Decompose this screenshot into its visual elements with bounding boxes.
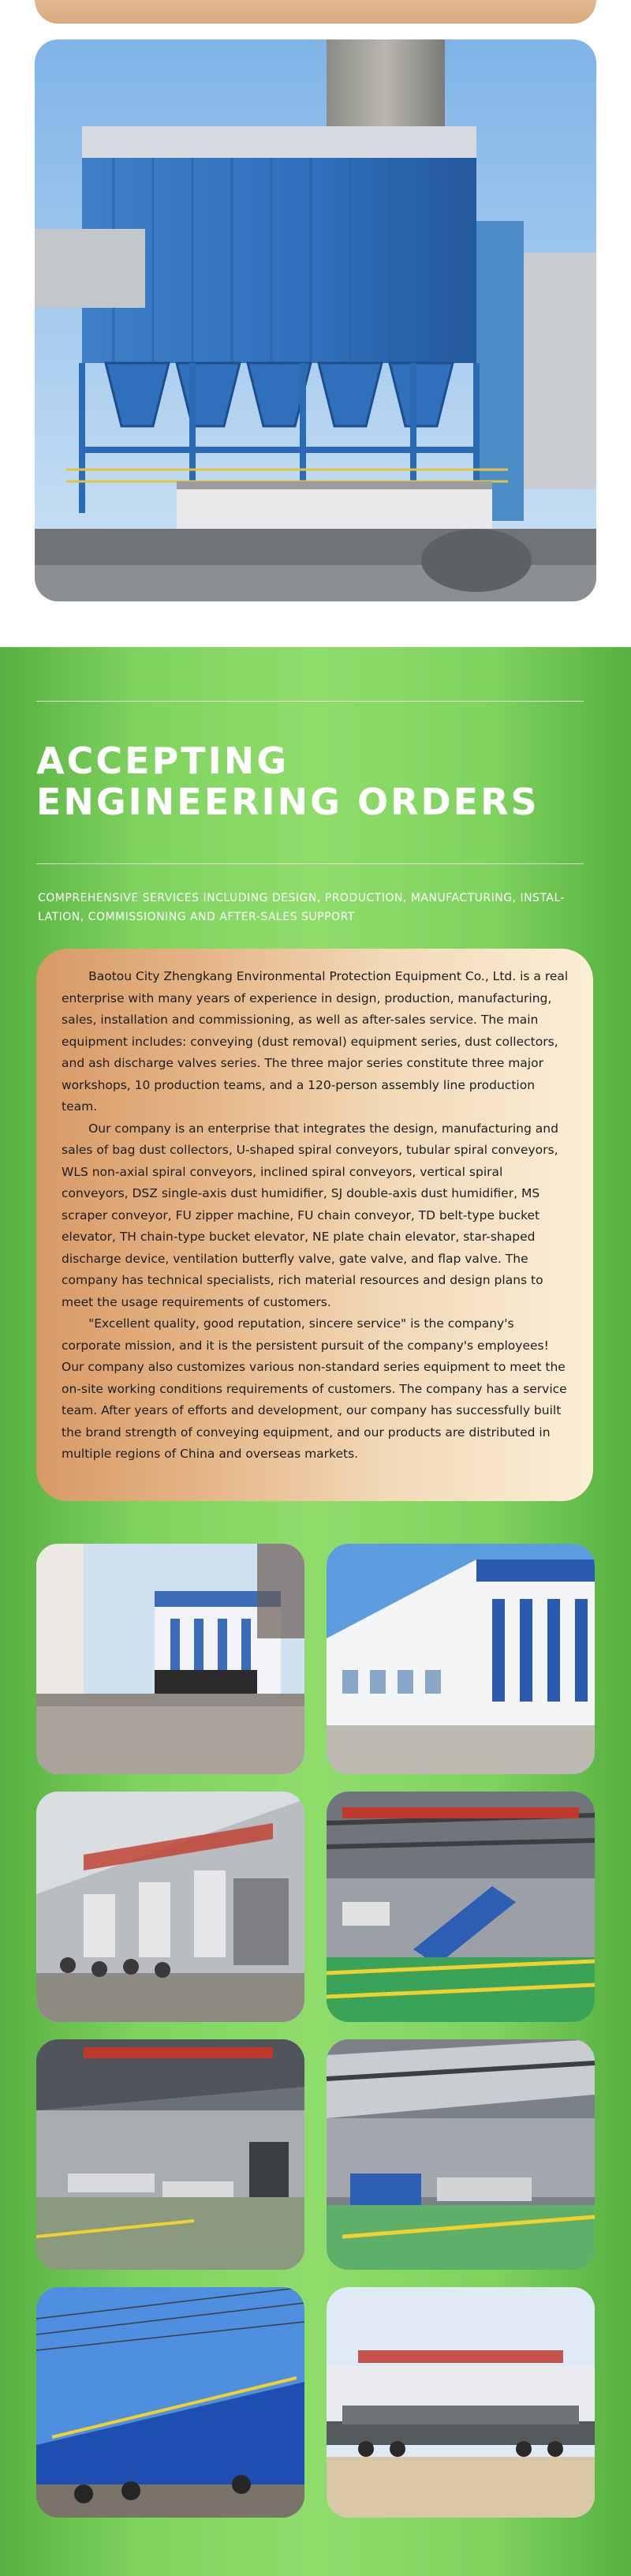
factory-gate-photo [36,1544,304,1774]
blue-conveyor-truck-photo [36,2287,304,2518]
subtitle-line-2: LATION, COMMISSIONING AND AFTER-SALES SUPPORT [38,911,355,923]
equipment-shipping-photo [327,2287,595,2518]
assembly-hall-photo [327,2039,595,2270]
subtitle-line-1: COMPREHENSIVE SERVICES INCLUDING DESIGN, PRODUCTION, MANUFACTURING, INSTAL- [38,892,566,904]
top-section [0,0,631,647]
intro-paragraph-2: Our company is an enterprise that integrates the design, manufacturing and sales of bag dust collectors, U-shaped spiral conveyors, tubular spiral conveyors, WLS non-axial spiral conveyors, inclined spiral conveyors, vertical spiral conveyors, DSZ single-axis dust humidifier, SJ double-axis dust humidifier, MS scraper conveyor, FU zipper machine, FU chain conveyor, TD belt-type bucket elevator, TH chain-type bucket elevator, NE plate chain elevator, star-shaped discharge device, ventilation butterfly valve, gate valve, and flap valve. The company has technical specialists, rich material resources and design plans to meet the usage requirements of customers. [62,1121,558,1309]
title-line-2: ENGINEERING ORDERS [36,781,540,823]
photo-gallery [36,1544,595,2518]
previous-card-edge [35,0,596,24]
intro-paragraph-3: "Excellent quality, good reputation, sincere service" is the company's corporate mission, and it is the persistent pursuit of the company's employees! Our company also customizes various non-standard series equipment to meet the on-site working conditions requirements of customers. The company has a service team. After years of efforts and development, our company has successfully built the brand strength of conveying equipment, and our products are distributed in multiple regions of China and overseas markets. [62,1316,567,1461]
engineering-orders-section [0,647,631,2576]
title-line-1: ACCEPTING [36,739,289,782]
section-title [36,740,588,822]
intro-paragraph-1: Baotou City Zhengkang Environmental Protection Equipment Co., Ltd. is a real enterprise with many years of experience in design, production, manufacturing, sales, installation and commissioning, as well as after-sales service. The main equipment includes: conveying (dust removal) equipment series, dust collectors, and ash discharge valves series. The three major series constitute three major workshops, 10 production teams, and a 120-person assembly line production team. [62,969,569,1114]
workshop-conveyor-photo [327,1792,595,2022]
section-subtitle [38,889,590,927]
workshop-interior-photo [36,2039,304,2270]
dust-collector-illustration [35,39,596,601]
bottom-divider [36,863,584,864]
company-intro-card [36,949,593,1501]
hero-photo [35,39,596,601]
top-divider [36,701,584,702]
warehouse-exterior-photo [36,1792,304,2022]
factory-building-photo [327,1544,595,1774]
